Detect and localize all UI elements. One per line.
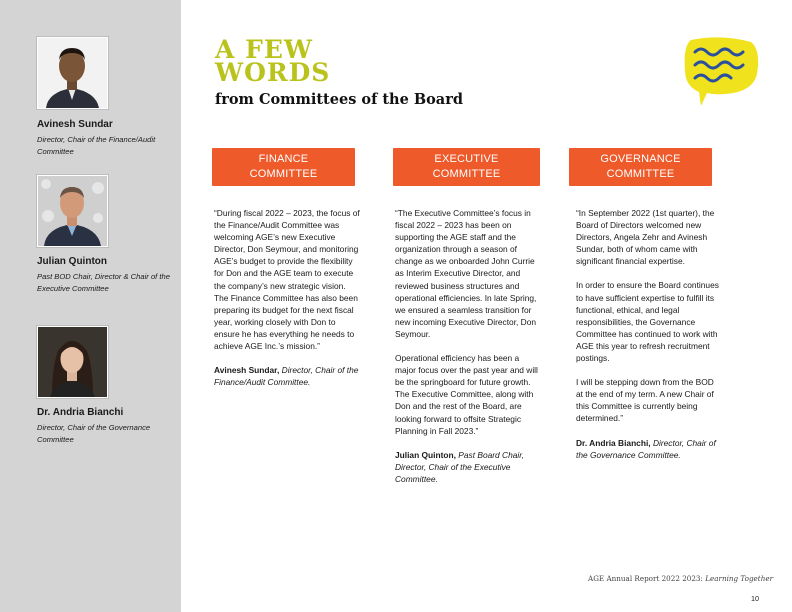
attribution xyxy=(576,437,722,461)
attribution-role: Director, Chair of the Finance/Audit Committee. xyxy=(214,365,359,388)
andria-bianchi-photo xyxy=(37,326,108,398)
attribution xyxy=(395,449,541,485)
attribution-role: Director, Chair of the Governance Committee. xyxy=(576,437,716,460)
attribution-name: Dr. Andria Bianchi, xyxy=(576,437,651,448)
quote-paragraph: Operational efficiency has been a major focus over the past year and will be the springboard for future growth. The Executive Committee, along with Don and the rest of the Board, are looking forward to offsite Strategic Planning in Fall 2023.” xyxy=(395,353,538,436)
attribution-role: Past Board Chair, Director, Chair of the Executive Committee. xyxy=(395,449,524,484)
quote-paragraph: “During fiscal 2022 – 2023, the focus of the Finance/Audit Committee was welcoming AGE’s new Executive Director, Don Seymour, and monitoring AGE’s budget to provide the flexibility for Don and the AGE team to execute the company’s new strategic vision. The Finance Committee has also been preparing its budget for the next fiscal year, working closely with Don to ensure he has everything he needs to achieve AGE Inc.’s mission.” xyxy=(214,208,360,352)
person-name: Dr. Andria Bianchi xyxy=(37,407,124,418)
person-name: Avinesh Sundar xyxy=(37,119,113,130)
page-title-line2: WORDS xyxy=(215,58,331,87)
footer-tagline: Learning Together xyxy=(705,574,774,583)
tab-line: COMMITTEE xyxy=(432,168,501,180)
footer-report-title xyxy=(588,574,773,583)
attribution-name: Julian Quinton, xyxy=(395,449,456,460)
avinesh-sundar-photo xyxy=(37,37,108,109)
tab-line: FINANCE xyxy=(258,153,309,165)
executive-committee-text xyxy=(395,207,541,497)
finance-committee-tab xyxy=(212,148,355,186)
person-role: Director, Chair of the Governance Committee xyxy=(37,423,151,444)
person-role: Director, Chair of the Finance/Audit Committee xyxy=(37,135,156,156)
finance-committee-text xyxy=(214,207,360,400)
quote-paragraph: I will be stepping down from the BOD at the end of my term. A new Chair of this Committee is currently being determined.” xyxy=(576,377,714,424)
tab-line: EXECUTIVE xyxy=(434,153,499,165)
governance-committee-tab xyxy=(569,148,712,186)
quote-paragraph: In order to ensure the Board continues to have sufficient expertise to fulfill its functional, ethical, and legal responsibilities, the Governance Committee has continued to work with AGE this year to refresh recruitment postings. xyxy=(576,280,719,364)
tab-line: COMMITTEE xyxy=(249,168,318,180)
tab-line: COMMITTEE xyxy=(606,168,675,180)
sidebar xyxy=(0,0,181,612)
quote-paragraph: “In September 2022 (1st quarter), the Board of Directors welcomed new Directors, Angela Zehr and Avinesh Sundar, both of whom came with significant financial expertise. xyxy=(576,208,715,267)
footer-report: AGE Annual Report 2022 2023: xyxy=(588,574,703,583)
person-role: Past BOD Chair, Director & Chair of the Executive Committee xyxy=(37,272,170,293)
attribution xyxy=(214,364,360,388)
governance-committee-text xyxy=(576,207,722,473)
person-name: Julian Quinton xyxy=(37,256,107,267)
page-subtitle: from Committees of the Board xyxy=(215,91,463,108)
page-title-line1: A FEW xyxy=(215,35,313,64)
quote-paragraph: “The Executive Committee’s focus in fiscal 2022 – 2023 has been on supporting the AGE staff and the organization through a season of change as we onboarded John Currie as Interim Executive Director, and reviewed business structures and operational efficiencies. In late Spring, we ensured a seamless transition for new incoming Executive Director, Don Seymour. xyxy=(395,208,537,339)
speech-bubble-icon xyxy=(681,36,761,115)
attribution-name: Avinesh Sundar, xyxy=(214,365,280,376)
julian-quinton-photo xyxy=(37,175,108,247)
page-number: 10 xyxy=(751,594,759,603)
executive-committee-tab xyxy=(393,148,540,186)
tab-line: GOVERNANCE xyxy=(600,153,681,165)
